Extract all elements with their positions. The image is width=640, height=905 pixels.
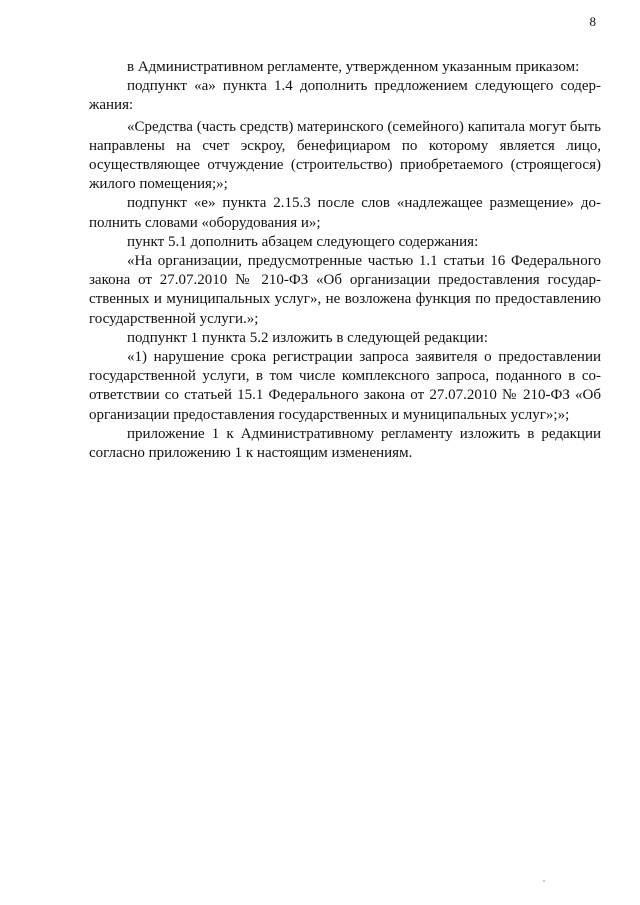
paragraph-point-5-1: пункт 5.1 дополнить абзацем следующего содержания: (127, 233, 479, 250)
paragraph-subpoint-e: подпункт «е» пункта 2.15.3 после слов «надлежащее размещение» дополнить словами «оборудования и»; (89, 195, 601, 231)
paragraph-point-5-2: подпункт 1 пункта 5.2 изложить в следующей редакции: (127, 329, 488, 346)
paragraph-quote-maternal-capital: «Средства (часть средств) материнского (семейного) капитала могут быть направлены на счет эскроу, бенефициаром по которому является лицо, осуществляющее отчуждение (строительство) приобретаемого (строящегося) жилого помещения;»; (89, 118, 601, 193)
paragraph-subpoint-a: подпункт «а» пункта 1.4 дополнить предложением следующего содержания: (89, 78, 601, 114)
paragraph-quote-violation: «1) нарушение срока регистрации запроса заявителя о предоставлении государственной услуги, в том числе комплексного запроса, поданного в соответствии со статьей 15.1 Федерального закона от 27.07.2010 № 210-ФЗ «Об организации предоставления государственных и муниципальных услуг»;»; (89, 349, 601, 423)
scan-speck (543, 880, 545, 882)
paragraph-intro: в Административном регламенте, утвержденном указанным приказом: (127, 59, 580, 75)
page-number: 8 (589, 14, 596, 29)
document-body (89, 58, 601, 463)
paragraph-appendix: приложение 1 к Административному регламенту изложить в редакции согласно приложению 1 к настоящим изменениям. (89, 425, 601, 462)
paragraph-quote-organizations: «На организации, предусмотренные частью 1.1 статьи 16 Федерального закона от 27.07.2010 № 210-ФЗ «Об организации предоставления государственных и муниципальных услуг», не возложена функция по предоставлению государственной услуги.»; (89, 253, 601, 327)
